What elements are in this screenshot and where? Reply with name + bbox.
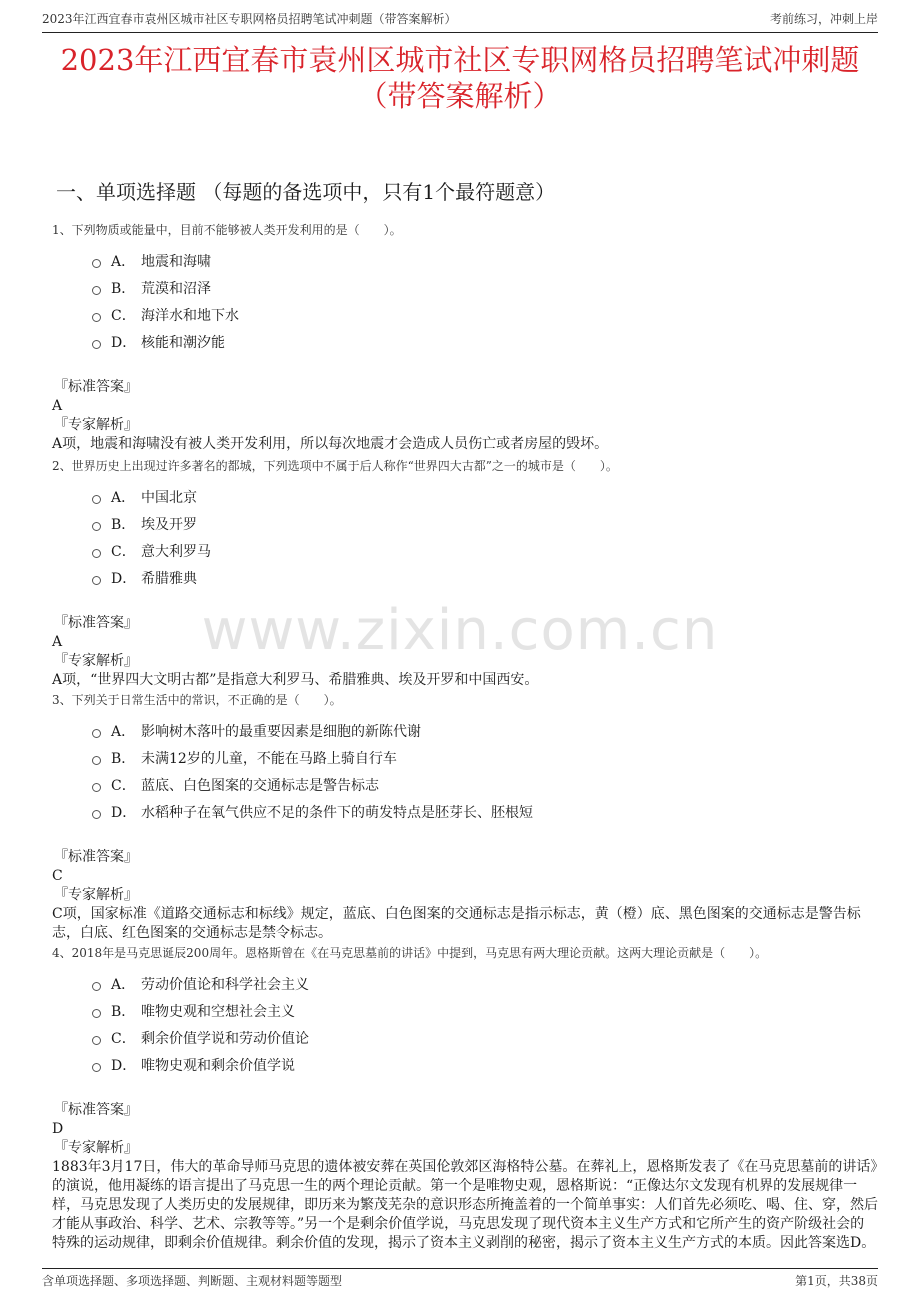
option-letter: A．	[111, 253, 136, 270]
option-list	[92, 247, 878, 355]
option-c[interactable]	[92, 1024, 878, 1051]
radio-icon[interactable]	[92, 1036, 101, 1045]
answer-value: A	[52, 634, 63, 650]
question-stem: 4、2018年是马克思诞辰200周年。恩格斯曾在《在马克思墓前的讲话》中提到，马克思有两大理论贡献。这两大理论贡献是（ ）。	[52, 946, 768, 960]
question-stem: 2、世界历史上出现过许多著名的都城，下列选项中不属于后人称作“世界四大古都”之一的城市是（ ）。	[52, 459, 618, 473]
radio-icon[interactable]	[92, 576, 101, 585]
option-b[interactable]	[92, 274, 878, 301]
radio-icon[interactable]	[92, 982, 101, 991]
option-c[interactable]	[92, 771, 878, 798]
option-letter: B．	[111, 516, 136, 533]
question-4	[52, 945, 878, 1253]
analysis-label: 『专家解析』	[54, 887, 138, 903]
radio-icon[interactable]	[92, 549, 101, 558]
option-letter: C．	[111, 543, 136, 560]
option-b[interactable]	[92, 744, 878, 771]
analysis-label: 『专家解析』	[54, 1140, 138, 1156]
watermark: www.zixin.com.cn	[201, 598, 719, 663]
option-letter: D．	[111, 804, 137, 821]
option-b[interactable]	[92, 997, 878, 1024]
option-text: 未满12岁的儿童，不能在马路上骑自行车	[141, 750, 397, 767]
option-letter: C．	[111, 1030, 136, 1047]
option-letter: C．	[111, 777, 136, 794]
answer-label: 『标准答案』	[54, 615, 138, 631]
option-text: 剩余价值学说和劳动价值论	[141, 1030, 309, 1047]
option-text: 希腊雅典	[141, 570, 197, 587]
page-number: 第1页，共38页	[795, 1274, 878, 1288]
option-text: 唯物史观和空想社会主义	[141, 1003, 295, 1020]
analysis-label: 『专家解析』	[54, 417, 138, 433]
document-title	[0, 42, 920, 114]
radio-icon[interactable]	[92, 756, 101, 765]
option-text: 意大利罗马	[141, 543, 211, 560]
page-footer	[42, 1268, 878, 1289]
answer-block	[52, 378, 878, 454]
option-text: 地震和海啸	[141, 253, 211, 270]
radio-icon[interactable]	[92, 495, 101, 504]
radio-icon[interactable]	[92, 259, 101, 268]
option-letter: A．	[111, 489, 136, 506]
option-text: 埃及开罗	[141, 516, 197, 533]
option-text: 蓝底、白色图案的交通标志是警告标志	[141, 777, 379, 794]
option-a[interactable]	[92, 483, 878, 510]
radio-icon[interactable]	[92, 1063, 101, 1072]
radio-icon[interactable]	[92, 1009, 101, 1018]
analysis-text: A项，地震和海啸没有被人类开发利用，所以每次地震才会造成人员伤亡或者房屋的毁坏。	[52, 436, 609, 452]
option-letter: D．	[111, 334, 137, 351]
option-text: 劳动价值论和科学社会主义	[141, 976, 309, 993]
header-doc-title: 2023年江西宜春市袁州区城市社区专职网格员招聘笔试冲刺题（带答案解析）	[42, 12, 457, 26]
analysis-label: 『专家解析』	[54, 653, 138, 669]
option-letter: D．	[111, 1057, 137, 1074]
option-a[interactable]	[92, 247, 878, 274]
option-text: 唯物史观和剩余价值学说	[141, 1057, 295, 1074]
option-d[interactable]	[92, 564, 878, 591]
analysis-text: C项，国家标准《道路交通标志和标线》规定，蓝底、白色图案的交通标志是指示标志，黄（橙）底、黑色图案的交通标志是警告标志，白底、红色图案的交通标志是禁令标志。	[52, 906, 861, 941]
option-d[interactable]	[92, 328, 878, 355]
radio-icon[interactable]	[92, 810, 101, 819]
option-list	[92, 970, 878, 1078]
option-c[interactable]	[92, 537, 878, 564]
header-slogan: 考前练习，冲刺上岸	[769, 12, 878, 26]
option-text: 影响树木落叶的最重要因素是细胞的新陈代谢	[141, 723, 421, 740]
question-1	[52, 222, 878, 454]
document-title-line1: 2023年江西宜春市袁州区城市社区专职网格员招聘笔试冲刺题	[60, 43, 860, 77]
footer-question-types: 含单项选择题、多项选择题、判断题、主观材料题等题型	[42, 1274, 343, 1288]
question-stem: 3、下列关于日常生活中的常识，不正确的是（ ）。	[52, 693, 342, 707]
radio-icon[interactable]	[92, 340, 101, 349]
radio-icon[interactable]	[92, 522, 101, 531]
answer-label: 『标准答案』	[54, 849, 138, 865]
answer-value: D	[52, 1121, 64, 1137]
option-letter: A．	[111, 723, 136, 740]
option-d[interactable]	[92, 798, 878, 825]
answer-value: A	[52, 398, 63, 414]
radio-icon[interactable]	[92, 286, 101, 295]
option-text: 海洋水和地下水	[141, 307, 239, 324]
option-letter: C．	[111, 307, 136, 324]
answer-block	[52, 848, 878, 943]
option-letter: B．	[111, 280, 136, 297]
option-letter: B．	[111, 750, 136, 767]
answer-block	[52, 1101, 878, 1253]
question-3	[52, 692, 878, 943]
option-letter: D．	[111, 570, 137, 587]
option-text: 核能和潮汐能	[141, 334, 225, 351]
radio-icon[interactable]	[92, 729, 101, 738]
radio-icon[interactable]	[92, 783, 101, 792]
question-stem: 1、下列物质或能量中，目前不能够被人类开发利用的是（ ）。	[52, 223, 402, 237]
option-text: 水稻种子在氧气供应不足的条件下的萌发特点是胚芽长、胚根短	[141, 804, 533, 821]
radio-icon[interactable]	[92, 313, 101, 322]
option-list	[92, 717, 878, 825]
answer-label: 『标准答案』	[54, 379, 138, 395]
option-c[interactable]	[92, 301, 878, 328]
option-d[interactable]	[92, 1051, 878, 1078]
answer-value: C	[52, 868, 63, 884]
option-letter: B．	[111, 1003, 136, 1020]
answer-block	[52, 614, 878, 690]
document-title-line2: （带答案解析）	[358, 79, 562, 113]
question-2	[52, 458, 878, 690]
page-header	[42, 10, 878, 33]
option-list	[92, 483, 878, 591]
option-letter: A．	[111, 976, 136, 993]
option-a[interactable]	[92, 970, 878, 997]
answer-label: 『标准答案』	[54, 1102, 138, 1118]
analysis-text: 1883年3月17日，伟大的革命导师马克思的遗体被安葬在英国伦敦郊区海格特公墓。在葬礼上，恩格斯发表了《在马克思墓前的讲话》的演说，他用凝练的语言提出了马克思一生的两个理论贡献。第一个是唯物史观，恩格斯说：“正像达尔文发现有机界的发展规律一样，马克思发现了人类历史的发展规律，即历来为繁茂芜杂的意识形态所掩盖着的一个简单事实：人们首先必须吃、喝、住、穿，然后才能从事政治、科学、艺术、宗教等等。”另一个是剩余价值学说，马克思发现了现代资本主义生产方式和它所产生的资产阶级社会的特殊的运动规律，即剩余价值规律。剩余价值的发现，揭示了资本主义剥削的秘密，揭示了资本主义生产方式的本质。因此答案选D。	[52, 1159, 878, 1251]
analysis-text: A项，“世界四大文明古都”是指意大利罗马、希腊雅典、埃及开罗和中国西安。	[52, 672, 539, 688]
option-b[interactable]	[92, 510, 878, 537]
option-a[interactable]	[92, 717, 878, 744]
section-title: 一、单项选择题 （每题的备选项中，只有1个最符题意）	[56, 180, 556, 204]
option-text: 中国北京	[141, 489, 197, 506]
option-text: 荒漠和沼泽	[141, 280, 211, 297]
